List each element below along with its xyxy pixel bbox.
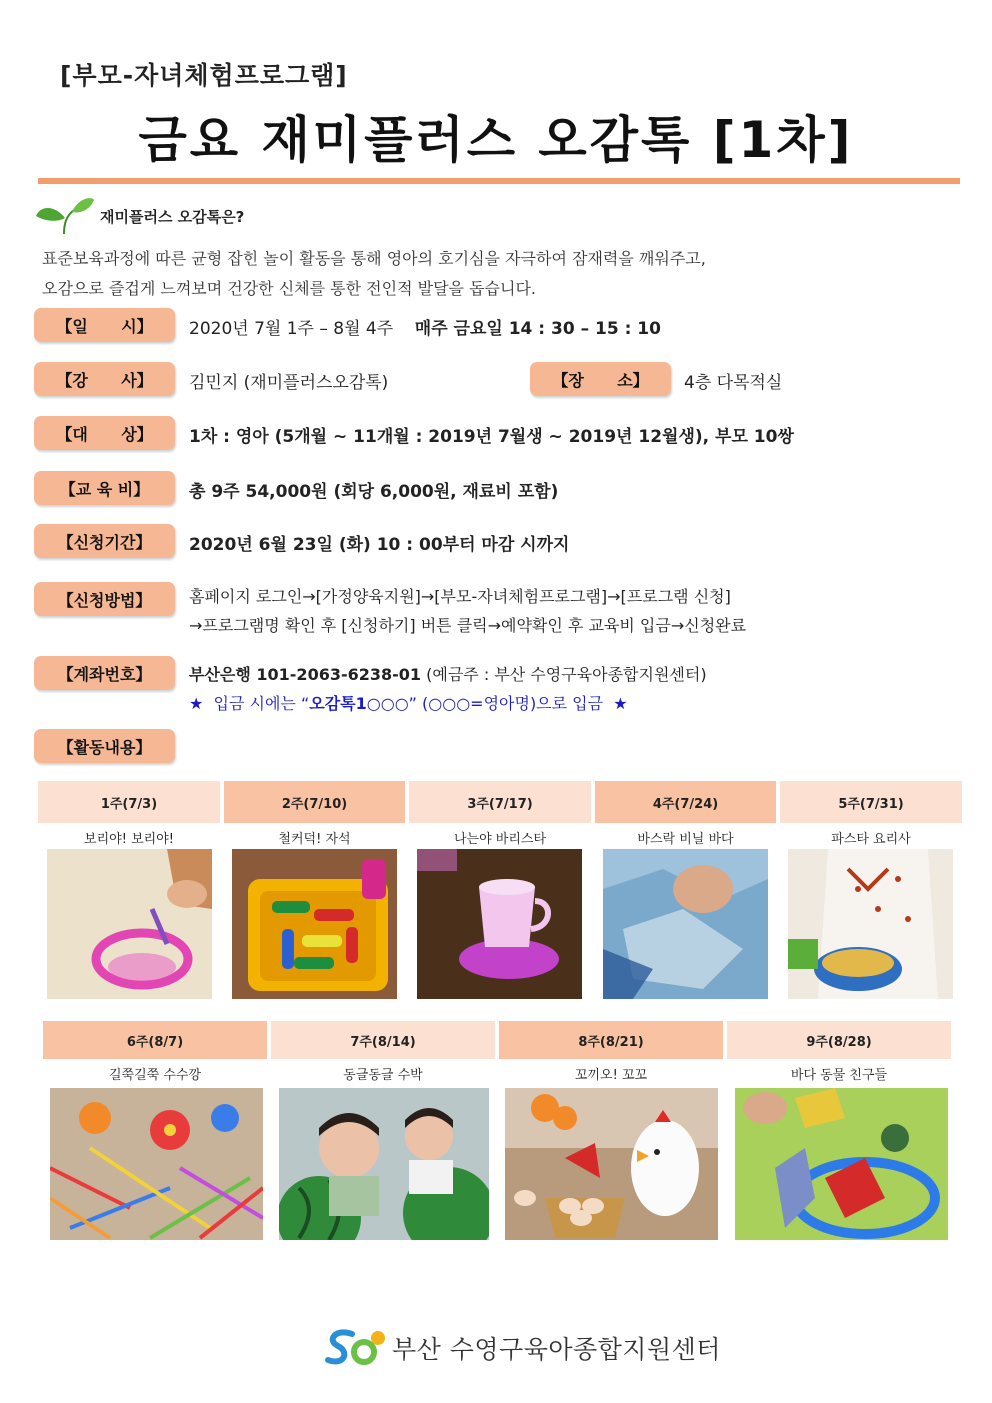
method-step-1: 홈페이지 로그인→[가정양육지원]→[부모-자녀체험프로그램]→[프로그램 신청] xyxy=(189,587,731,606)
activity-photo-vinyl-sea xyxy=(603,849,768,999)
activity-photo-magnet xyxy=(232,849,397,999)
star-icon: ★ xyxy=(613,694,628,713)
target-value: 1차 : 영아 (5개월 ~ 11개월 : 2019년 7월생 ~ 2019년 12월생), 부모 10쌍 xyxy=(189,427,794,447)
activity-week: 5주(7/31) xyxy=(780,781,962,823)
account-holder: (예금주 : 부산 수영구육아종합지원센터) xyxy=(426,665,707,684)
period-value: 2020년 6월 23일 (화) 10 : 00부터 마감 시까지 xyxy=(189,535,570,555)
organization-name: 부산 수영구육아종합지원센터 xyxy=(392,1335,721,1364)
activity-photo-pasta xyxy=(788,849,953,999)
activity-card xyxy=(595,781,776,851)
activity-title: 바다 동물 친구들 xyxy=(790,1067,888,1083)
activity-week: 9주(8/28) xyxy=(727,1021,951,1059)
method-label: 【신청방법】 xyxy=(34,582,175,616)
account-value xyxy=(189,660,707,718)
activity-card xyxy=(38,781,220,851)
activity-photo-chicken xyxy=(505,1088,718,1240)
activity-title: 길쭉길쭉 수수깡 xyxy=(108,1067,202,1083)
activity-week: 4주(7/24) xyxy=(595,781,776,823)
fee-label: 【교 육 비】 xyxy=(34,471,175,505)
activity-week: 7주(8/14) xyxy=(271,1021,495,1059)
target-label: 【대 상】 xyxy=(34,416,175,450)
instructor-label: 【강 사】 xyxy=(34,362,175,396)
intro-title: 재미플러스 오감톡은? xyxy=(100,207,245,226)
activity-title: 동글동글 수박 xyxy=(343,1067,423,1083)
title-divider xyxy=(38,178,960,184)
activities-label: 【활동내용】 xyxy=(34,729,175,763)
activity-photo-sea-animals xyxy=(735,1088,948,1240)
method-step-2: →프로그램명 확인 후 [신청하기] 버튼 클릭→예약확인 후 교육비 입금→신청완료 xyxy=(189,616,747,635)
activity-card xyxy=(780,781,962,851)
activity-row-1 xyxy=(38,781,962,851)
activity-card xyxy=(409,781,591,851)
intro-description xyxy=(42,244,942,304)
activity-card xyxy=(224,781,405,851)
intro-line: 표준보육과정에 따른 균형 잡힌 놀이 활동을 통해 영아의 호기심을 자극하여 잠재력을 깨워주고, xyxy=(42,249,706,268)
activity-photo-watermelon xyxy=(279,1088,489,1240)
schedule-time: 매주 금요일 14 : 30 – 15 : 10 xyxy=(414,319,661,339)
venue-value: 4층 다목적실 xyxy=(684,373,783,393)
activity-row-2 xyxy=(43,1021,951,1087)
instructor-value: 김민지 (재미플러스오감톡) xyxy=(189,373,389,393)
star-icon: ★ xyxy=(189,694,204,713)
activity-title: 꼬끼오! 꼬꼬 xyxy=(574,1067,648,1083)
organization-footer xyxy=(324,1326,721,1370)
activity-title: 철커덕! 자석 xyxy=(278,831,351,847)
activity-card xyxy=(271,1021,495,1087)
program-category: [부모-자녀체험프로그램] xyxy=(60,61,348,90)
account-label: 【계좌번호】 xyxy=(34,656,175,690)
intro-line: 오감으로 즐겁게 느껴보며 건강한 신체를 통한 전인적 발달을 돕습니다. xyxy=(42,279,536,298)
activity-week: 8주(8/21) xyxy=(499,1021,723,1059)
activity-photo-barley xyxy=(47,849,212,999)
activity-week: 2주(7/10) xyxy=(224,781,405,823)
deposit-code: 오감톡1 xyxy=(309,694,367,713)
deposit-note: ★ 입금 시에는 “오감톡1○○○” (○○○=영아명)으로 입금 ★ xyxy=(189,694,628,713)
activity-week: 3주(7/17) xyxy=(409,781,591,823)
intro-heading xyxy=(34,196,244,236)
activity-photo-coffee xyxy=(417,849,582,999)
activity-title: 바스락 비닐 바다 xyxy=(637,831,734,847)
schedule-label: 【일 시】 xyxy=(34,308,175,342)
page-title: 금요 재미플러스 오감톡 [1차] xyxy=(138,111,854,169)
method-value xyxy=(189,582,746,640)
schedule-value xyxy=(189,314,661,339)
venue-label: 【장 소】 xyxy=(530,362,671,396)
account-number: 부산은행 101-2063-6238-01 xyxy=(189,665,422,684)
activity-card xyxy=(727,1021,951,1087)
activity-title: 파스타 요리사 xyxy=(831,831,911,847)
organization-logo-icon xyxy=(324,1326,388,1370)
activity-week: 6주(8/7) xyxy=(43,1021,267,1059)
activity-week: 1주(7/3) xyxy=(38,781,220,823)
fee-value: 총 9주 54,000원 (회당 6,000원, 재료비 포함) xyxy=(189,482,559,502)
activity-title: 보리야! 보리야! xyxy=(84,831,174,847)
activity-title: 나는야 바리스타 xyxy=(453,831,547,847)
activity-card xyxy=(499,1021,723,1087)
sprout-icon xyxy=(34,196,96,236)
activity-card xyxy=(43,1021,267,1087)
schedule-dates: 2020년 7월 1주 – 8월 4주 xyxy=(189,319,394,339)
period-label: 【신청기간】 xyxy=(34,524,175,558)
activity-photo-sorghum-stick xyxy=(50,1088,263,1240)
